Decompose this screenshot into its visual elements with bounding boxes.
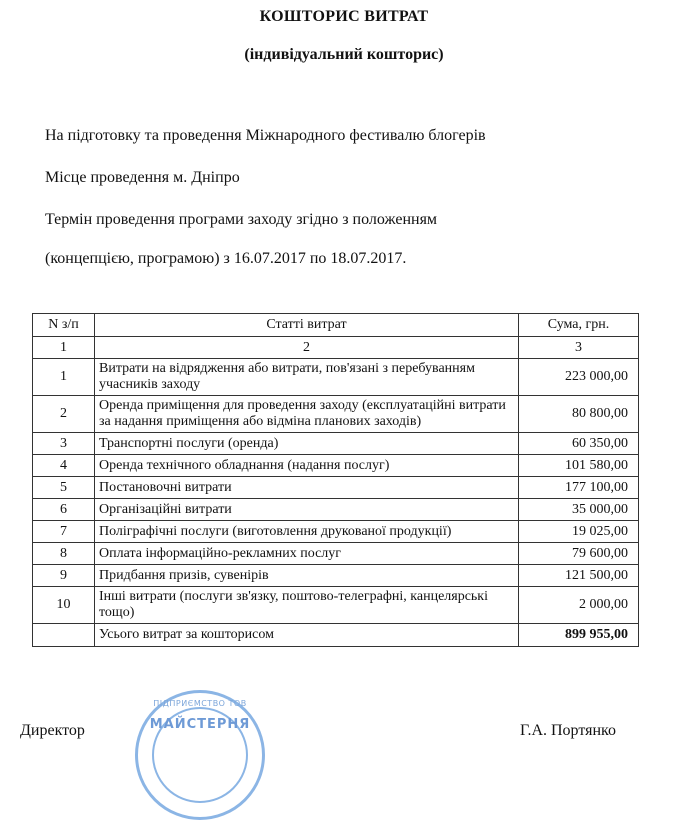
index-cell: 3 [519,337,639,359]
table-row [33,359,639,396]
row-num: 9 [33,565,95,587]
row-item: Оренда приміщення для проведення заходу (експлуатаційні витрати за надання приміщення або відміна планових заходів) [95,396,519,433]
table-header-row [33,314,639,337]
stamp-arc-text: ПІДПРИЄМСТВО ТОВ [153,699,247,708]
row-num: 7 [33,521,95,543]
signatory-name: Г.А. Портянко [520,722,617,739]
row-num: 10 [33,587,95,624]
index-cell: 1 [33,337,95,359]
row-item: Витрати на відрядження або витрати, пов'язані з перебуванням учасників заходу [95,359,519,396]
table-total-row [33,624,639,647]
row-num: 2 [33,396,95,433]
table-row [33,477,639,499]
header-item: Статті витрат [95,314,519,337]
row-sum: 2 000,00 [519,587,639,624]
table-row [33,455,639,477]
period-line: Термін проведення програми заходу згідно з положенням [45,211,438,228]
row-item: Інші витрати (послуги зв'язку, поштово-телеграфні, канцелярські тощо) [95,587,519,624]
table-row [33,543,639,565]
index-cell: 2 [95,337,519,359]
table-row [33,433,639,455]
row-sum: 80 800,00 [519,396,639,433]
row-sum: 60 350,00 [519,433,639,455]
expense-table [32,313,639,647]
row-sum: 79 600,00 [519,543,639,565]
row-item: Оплата інформаційно-рекламних послуг [95,543,519,565]
row-sum: 35 000,00 [519,499,639,521]
row-num: 8 [33,543,95,565]
table-row [33,587,639,624]
table-index-row [33,337,639,359]
row-item: Організаційні витрати [95,499,519,521]
row-num: 4 [33,455,95,477]
table-row [33,499,639,521]
row-sum: 19 025,00 [519,521,639,543]
company-stamp [135,690,265,820]
row-sum: 223 000,00 [519,359,639,396]
row-num: 1 [33,359,95,396]
row-item: Придбання призів, сувенірів [95,565,519,587]
row-num: 5 [33,477,95,499]
total-label: Усього витрат за кошторисом [95,624,519,647]
location-line: Місце проведення м. Дніпро [45,169,240,186]
document-title: КОШТОРИС ВИТРАТ [259,8,429,25]
total-sum: 899 955,00 [519,624,639,647]
document-subtitle: (індивідуальний кошторис) [244,46,444,63]
row-num: 6 [33,499,95,521]
row-item: Постановочні витрати [95,477,519,499]
period-dates-line: (концепцією, програмою) з 16.07.2017 по 18.07.2017. [45,250,407,267]
row-item: Транспортні послуги (оренда) [95,433,519,455]
purpose-line: На підготовку та проведення Міжнародного фестивалю блогерів [45,127,486,144]
total-num-empty [33,624,95,647]
row-item: Поліграфічні послуги (виготовлення друкованої продукції) [95,521,519,543]
table-row [33,396,639,433]
table-row [33,521,639,543]
row-sum: 177 100,00 [519,477,639,499]
table-row [33,565,639,587]
row-num: 3 [33,433,95,455]
stamp-main-text: МАЙСТЕРНЯ [149,717,251,732]
header-sum: Сума, грн. [519,314,639,337]
director-label: Директор [20,722,85,739]
row-sum: 101 580,00 [519,455,639,477]
header-num: N з/п [33,314,95,337]
row-item: Оренда технічного обладнання (надання послуг) [95,455,519,477]
row-sum: 121 500,00 [519,565,639,587]
